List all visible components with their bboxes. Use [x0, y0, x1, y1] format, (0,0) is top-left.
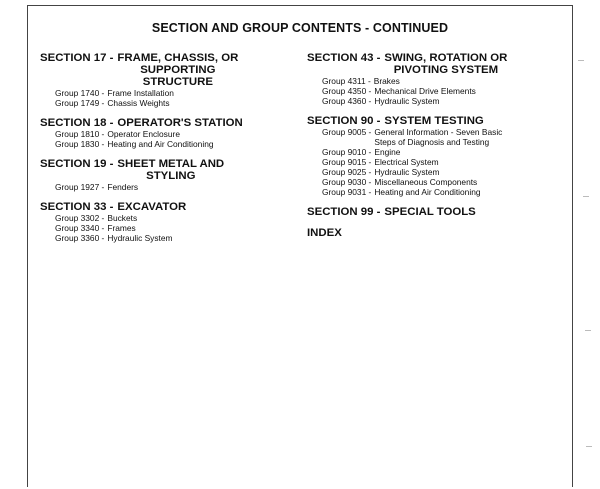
group-name [371, 157, 438, 167]
section-heading [40, 201, 290, 213]
group-entry [55, 233, 290, 243]
group-number: Group 4311 - [322, 76, 371, 86]
section-block [307, 115, 569, 197]
section-label: SECTION 33 - [40, 201, 114, 213]
section-title-line: STYLING [146, 170, 196, 182]
group-name [371, 127, 502, 147]
section-title-line: SUPPORTING [140, 64, 216, 76]
group-entry [322, 96, 569, 106]
section-title-line: STRUCTURE [142, 76, 213, 88]
group-number: Group 9025 - [322, 167, 372, 177]
group-name-line: Brakes [373, 76, 400, 86]
section-title-line: SPECIAL TOOLS [384, 206, 476, 218]
section-block [40, 201, 290, 243]
group-name-line: Fenders [107, 182, 139, 192]
section-title [113, 117, 242, 129]
group-entry [55, 223, 290, 233]
group-name-line: Heating and Air Conditioning [374, 187, 481, 197]
section-heading [40, 52, 290, 88]
group-name-line: Hydraulic System [374, 96, 440, 106]
index-heading: INDEX [307, 227, 342, 239]
group-number: Group 9030 - [322, 177, 372, 187]
group-name [371, 86, 475, 96]
left-column [40, 52, 290, 252]
group-name-line: Hydraulic System [107, 233, 173, 243]
section-title-line: SWING, ROTATION OR [384, 52, 508, 64]
group-entry [55, 129, 290, 139]
group-entry [322, 177, 569, 187]
scan-mark [578, 60, 584, 61]
group-entry [322, 167, 569, 177]
group-entry [55, 88, 290, 98]
group-name [104, 213, 137, 223]
section-heading [40, 158, 290, 182]
group-number: Group 9005 - [322, 127, 372, 137]
group-entry [55, 213, 290, 223]
group-name [371, 147, 400, 157]
section-title [113, 52, 238, 88]
section-label: SECTION 18 - [40, 117, 114, 129]
group-name-line: Frame Installation [107, 88, 174, 98]
group-entry [322, 147, 569, 157]
group-name-line: Chassis Weights [107, 98, 170, 108]
section-title-line: SYSTEM TESTING [384, 115, 484, 127]
section-title [380, 206, 475, 218]
group-number: Group 1830 - [55, 139, 105, 149]
group-name [371, 96, 439, 106]
group-number: Group 1810 - [55, 129, 105, 139]
group-name [371, 167, 439, 177]
group-name-line: Heating and Air Conditioning [107, 139, 214, 149]
group-entry [322, 76, 569, 86]
group-entry [322, 86, 569, 96]
group-name [371, 76, 400, 86]
section-heading [307, 115, 569, 127]
section-heading [307, 206, 569, 218]
group-entry [55, 98, 290, 108]
group-number: Group 1740 - [55, 88, 105, 98]
group-name-line: Buckets [107, 213, 138, 223]
group-number: Group 3340 - [55, 223, 105, 233]
section-title-line: SHEET METAL AND [117, 158, 225, 170]
section-title [380, 115, 483, 127]
right-column [307, 52, 569, 239]
group-name-line: Frames [107, 223, 136, 233]
section-block [307, 206, 569, 218]
group-number: Group 9015 - [322, 157, 372, 167]
right-sections [307, 52, 569, 218]
scan-mark [586, 446, 592, 447]
group-name [104, 139, 213, 149]
section-label: SECTION 43 - [307, 52, 381, 64]
group-number: Group 1927 - [55, 182, 105, 192]
group-name-line: Mechanical Drive Elements [374, 86, 476, 96]
section-title [113, 201, 186, 213]
group-name-line: Steps of Diagnosis and Testing [374, 137, 490, 147]
section-title-line: PIVOTING SYSTEM [393, 64, 499, 76]
group-number: Group 3302 - [55, 213, 105, 223]
section-title-line: FRAME, CHASSIS, OR [117, 52, 239, 64]
section-label: SECTION 17 - [40, 52, 114, 64]
section-title-line: EXCAVATOR [117, 201, 187, 213]
group-entry [322, 187, 569, 197]
group-name-line: Hydraulic System [374, 167, 440, 177]
group-number: Group 9031 - [322, 187, 372, 197]
group-number: Group 4360 - [322, 96, 372, 106]
group-name-line: Operator Enclosure [107, 129, 180, 139]
group-name [104, 129, 180, 139]
group-name [371, 177, 477, 187]
group-number: Group 1749 - [55, 98, 105, 108]
section-title [380, 52, 507, 76]
section-block [40, 52, 290, 108]
section-block [40, 117, 290, 149]
section-heading [307, 52, 569, 76]
scan-mark [585, 330, 591, 331]
group-name [104, 182, 138, 192]
group-name [104, 233, 172, 243]
group-name-line: Electrical System [374, 157, 439, 167]
group-entry [55, 139, 290, 149]
group-name [104, 223, 135, 233]
page-title: SECTION AND GROUP CONTENTS - CONTINUED [151, 21, 449, 35]
group-name [104, 98, 169, 108]
section-block [40, 158, 290, 192]
section-label: SECTION 99 - [307, 206, 381, 218]
section-title [113, 158, 224, 182]
group-entry [322, 157, 569, 167]
section-title-line: OPERATOR'S STATION [117, 117, 243, 129]
group-entry [55, 182, 290, 192]
section-block [307, 52, 569, 106]
section-label: SECTION 90 - [307, 115, 381, 127]
group-entry [322, 127, 569, 147]
group-number: Group 3360 - [55, 233, 105, 243]
group-name [371, 187, 480, 197]
section-label: SECTION 19 - [40, 158, 114, 170]
group-number: Group 4350 - [322, 86, 372, 96]
group-name-line: Miscellaneous Components [374, 177, 478, 187]
group-number: Group 9010 - [322, 147, 372, 157]
group-name-line: General Information - Seven Basic [374, 127, 503, 137]
scan-mark [583, 196, 589, 197]
group-name-line: Engine [374, 147, 401, 157]
section-heading [40, 117, 290, 129]
group-name [104, 88, 174, 98]
